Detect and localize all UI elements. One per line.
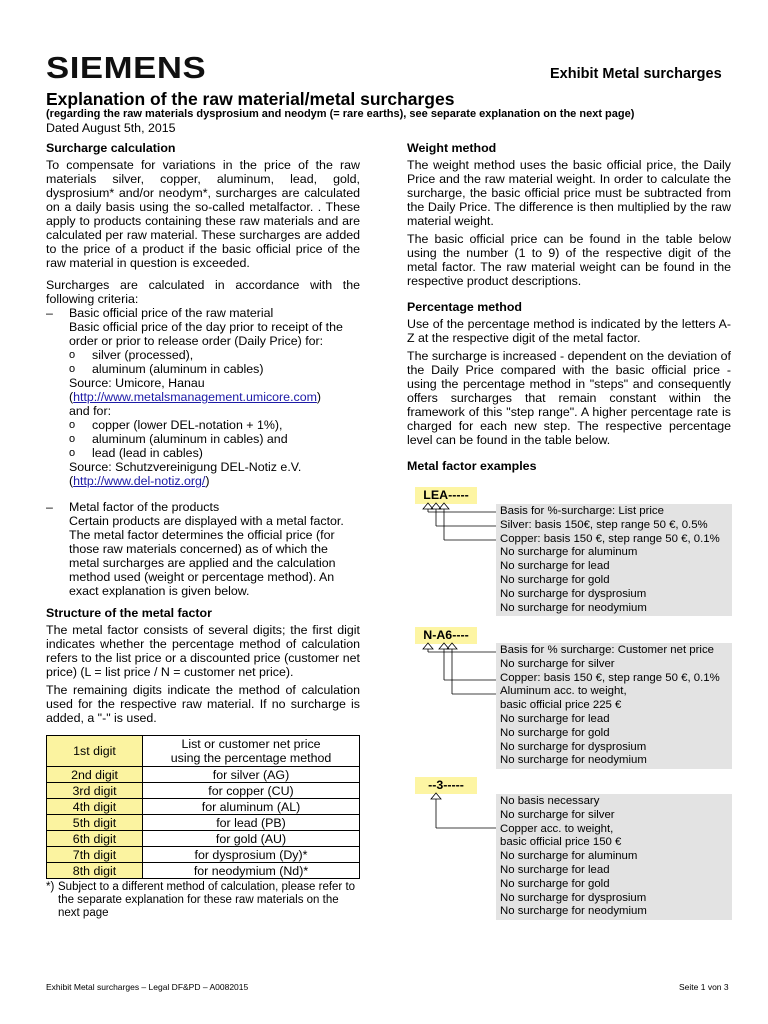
source-umicore: Source: Umicore, Hanau: [69, 376, 205, 390]
example-line: No surcharge for lead: [500, 712, 610, 725]
example-line: No surcharge for dysprosium: [500, 587, 647, 600]
meaning-cell: for lead (PB): [143, 815, 360, 831]
example-code-3: --3-----: [415, 777, 477, 794]
table-row: [47, 831, 360, 847]
right-column: [407, 141, 731, 476]
list-item: o lead (lead in cables): [69, 446, 203, 460]
table-row: [47, 799, 360, 815]
weight-heading: Weight method: [407, 141, 497, 155]
dash-marker: –: [46, 306, 53, 320]
example-line: No surcharge for lead: [500, 560, 610, 573]
page-number: Seite 1 von 3: [679, 982, 729, 992]
criterion-title: Basic official price of the raw material: [69, 306, 274, 320]
example-line: Silver: basis 150€, step range 50 €, 0.5%: [500, 518, 708, 531]
list-item: o silver (processed),: [69, 348, 194, 362]
digit-cell: 2nd digit: [47, 767, 143, 783]
meaning-cell: for copper (CU): [143, 783, 360, 799]
page-subtitle: (regarding the raw materials dysprosium and neodym (= rare earths), see separate explanation on the next page): [46, 108, 635, 120]
example-line: No surcharge for neodymium: [500, 754, 647, 767]
criterion-title: Metal factor of the products: [69, 500, 220, 514]
table-row: [47, 767, 360, 783]
footer-left: Exhibit Metal surcharges – Legal DF&PD – A0082015: [46, 982, 249, 992]
percentage-paragraph-1: Use of the percentage method is indicated by the letters A-Z at the respective digit of the metal factor.: [407, 317, 731, 345]
example-line: Copper: basis 150 €, step range 50 €, 0.1%: [500, 671, 720, 684]
criterion-metal-factor: [46, 500, 360, 598]
example-line: No surcharge for aluminum: [500, 850, 638, 863]
connector-lines: [420, 793, 500, 833]
page-title: Explanation of the raw material/metal surcharges: [46, 89, 455, 109]
example-line: No surcharge for neodymium: [500, 601, 647, 614]
connector-lines: [420, 643, 500, 703]
example-line: No surcharge for dysprosium: [500, 740, 647, 753]
meaning-cell: for aluminum (AL): [143, 799, 360, 815]
example-line: Basis for % surcharge: Customer net price: [500, 644, 714, 656]
digit-cell: 1st digit: [47, 736, 143, 767]
list-item: o copper (lower DEL-notation + 1%),: [69, 418, 283, 432]
example-line: No surcharge for silver: [500, 657, 615, 670]
structure-heading: Structure of the metal factor: [46, 606, 212, 620]
list-item: o aluminum (aluminum in cables): [69, 362, 264, 376]
list-item: o aluminum (aluminum in cables) and: [69, 432, 288, 446]
table-row: [47, 783, 360, 799]
example-line: No surcharge for gold: [500, 573, 610, 586]
link-line: (http://www.del-notiz.org/): [69, 474, 210, 488]
siemens-logo: SIEMENS: [46, 50, 207, 85]
weight-paragraph-1: The weight method uses the basic official price, the Daily Price and the raw material weight. In order to calculate the surcharge, the basic official price must be subtracted from the Daily Price. The difference is then multiplied by the raw material weight.: [407, 158, 731, 228]
example-box-na6: [496, 643, 732, 769]
example-line: Basis for %-surcharge: List price: [500, 505, 664, 517]
criterion-text: Certain products are displayed with a metal factor. The metal factor determines the official price (for those raw materials concerned) as of which the metal surcharges are applied and the calculation method used (weight or percentage method). An exact explanation is given below.: [69, 514, 344, 598]
meaning-cell: for gold (AU): [143, 831, 360, 847]
table-row: [47, 736, 360, 767]
digit-cell: 5th digit: [47, 815, 143, 831]
umicore-link[interactable]: http://www.metalsmanagement.umicore.com: [73, 390, 317, 404]
example-line: No surcharge for aluminum: [500, 546, 638, 559]
example-code-lea: LEA-----: [415, 487, 477, 504]
link-line: (http://www.metalsmanagement.umicore.com): [69, 390, 322, 404]
exhibit-title: Exhibit Metal surcharges: [550, 66, 722, 82]
example-line: No surcharge for lead: [500, 863, 610, 876]
criterion-text: Basic official price of the day prior to receipt of the order or prior to release order (Daily Price) for:: [69, 320, 343, 348]
table-row: [47, 815, 360, 831]
footnote: *) Subject to a different method of calculation, please refer to the separate explanation for these raw materials on the next page: [46, 881, 356, 919]
example-line: No surcharge for gold: [500, 877, 610, 890]
surcharge-paragraph: To compensate for variations in the price of the raw materials silver, copper, aluminum, lead, gold, dysprosium* and/or neodym*, surcharges are calculated on a daily basis using the so-called metalfactor. . These apply to products containing these raw materials and are calculated per raw material. These surcharges are added to the price of a product if the basic official price of the raw material in question is exceeded.: [46, 158, 360, 270]
structure-paragraph-1: The metal factor consists of several digits; the first digit indicates whether the percentage method of calculation refers to the list price or a discounted price (customer net price) (L = list price / N = customer net price).: [46, 623, 360, 679]
example-code-na6: N-A6----: [415, 627, 477, 644]
example-line: basic official price 150 €: [500, 836, 622, 849]
digit-cell: 8th digit: [47, 863, 143, 879]
example-line: Copper: basis 150 €, step range 50 €, 0.1%: [500, 532, 720, 545]
digit-cell: 3rd digit: [47, 783, 143, 799]
date-line: Dated August 5th, 2015: [46, 121, 176, 135]
example-line: No basis necessary: [500, 795, 600, 807]
meaning-cell: for dysprosium (Dy)*: [143, 847, 360, 863]
source-del: Source: Schutzvereinigung DEL-Notiz e.V.: [69, 460, 302, 474]
digit-cell: 6th digit: [47, 831, 143, 847]
example-box-3: [496, 794, 732, 920]
example-line: No surcharge for neodymium: [500, 905, 647, 918]
percentage-paragraph-2: The surcharge is increased - dependent on the deviation of the Daily Price compared with the basic official price - using the percentage method in "steps" and consequently offers surcharges that remain constant within the framework of this "step range". A higher percentage rate is charged for each new step. The respective percentage level can be found in the table below.: [407, 349, 731, 447]
example-box-lea: [496, 504, 732, 616]
table-row: [47, 847, 360, 863]
left-column: [46, 141, 360, 920]
criteria-intro: Surcharges are calculated in accordance with the following criteria:: [46, 278, 360, 306]
example-line: No surcharge for silver: [500, 808, 615, 821]
digits-table: [46, 735, 360, 879]
example-line: Aluminum acc. to weight,: [500, 685, 627, 698]
meaning-cell: for neodymium (Nd)*: [143, 863, 360, 879]
digit-cell: 4th digit: [47, 799, 143, 815]
examples-heading: Metal factor examples: [407, 459, 537, 473]
and-for: and for:: [69, 404, 112, 418]
del-notiz-link[interactable]: http://www.del-notiz.org/: [73, 474, 206, 488]
criterion-official-price: [46, 306, 360, 488]
example-line: No surcharge for gold: [500, 726, 610, 739]
example-line: basic official price 225 €: [500, 699, 622, 712]
weight-paragraph-2: The basic official price can be found in the table below using the number (1 to 9) of the respective digit of the metal factor. The raw material weight can be found in the respective product descriptions.: [407, 232, 731, 288]
meaning-cell: for silver (AG): [143, 767, 360, 783]
example-line: Copper acc. to weight,: [500, 822, 614, 835]
percentage-heading: Percentage method: [407, 300, 522, 314]
digit-cell: 7th digit: [47, 847, 143, 863]
table-row: [47, 863, 360, 879]
dash-marker: –: [46, 500, 53, 514]
structure-paragraph-2: The remaining digits indicate the method of calculation used for the respective raw material. If no surcharge is added, a "-" is used.: [46, 683, 360, 725]
surcharge-heading: Surcharge calculation: [46, 141, 176, 155]
meaning-cell: List or customer net price using the percentage method: [143, 736, 360, 767]
example-line: No surcharge for dysprosium: [500, 891, 647, 904]
connector-lines: [420, 503, 500, 543]
